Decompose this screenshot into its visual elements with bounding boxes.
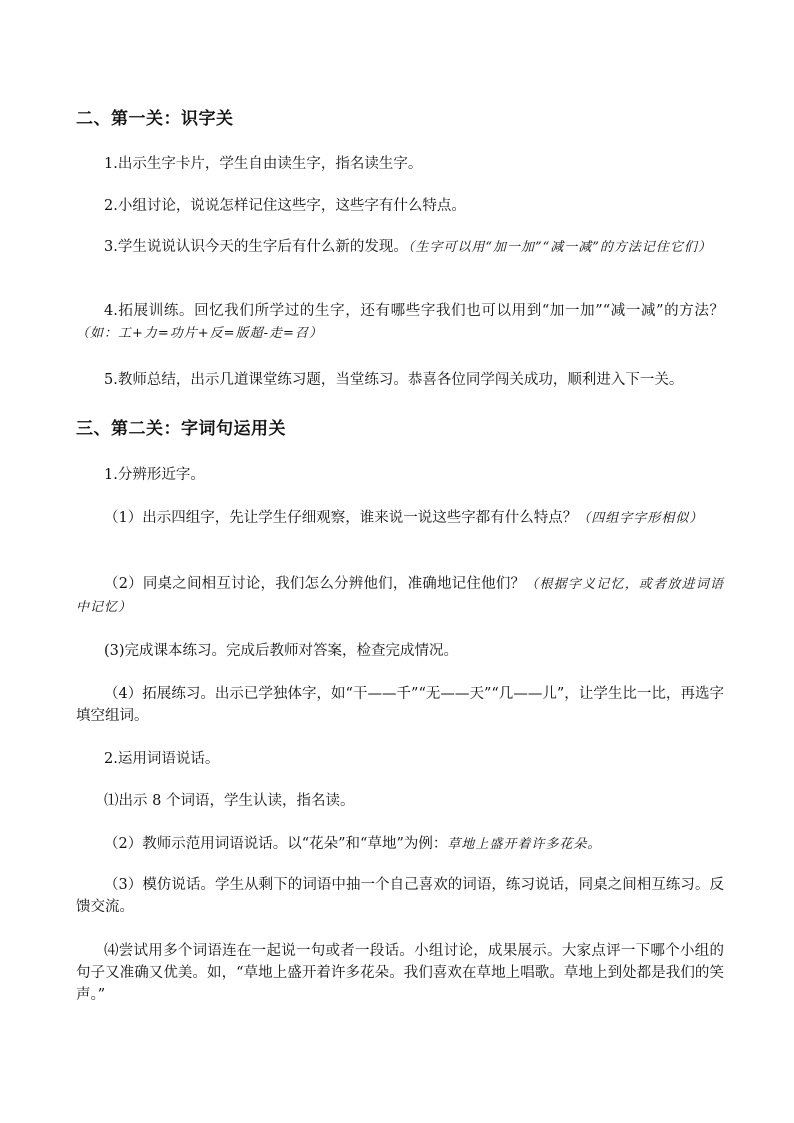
paragraph-text: （2）教师示范用词语说话。以“花朵”和“草地”为例： xyxy=(104,836,448,852)
paragraph-text: 3.学生说说认识今天的生字后有什么新的发现。 xyxy=(104,239,408,255)
paragraph-text: ⑷尝试用多个词语连在一起说一句或者一段话。小组讨论，成果展示。大家点评一下哪个小组的句子又准确又优美。如，“草地上盛开着许多花朵。我们喜欢在草地上唱歌。草地上到处都是我们的笑声。” xyxy=(76,943,724,1003)
paragraph xyxy=(76,790,724,812)
paragraph xyxy=(76,195,724,217)
paragraph-note: 草地上盛开着许多花朵。 xyxy=(447,837,602,852)
paragraph-text: 1.分辨形近字。 xyxy=(104,467,205,483)
paragraph xyxy=(76,507,724,530)
paragraph xyxy=(76,833,724,856)
paragraph-note: （根据字义记忆，或者放进词语中记忆） xyxy=(76,577,724,615)
paragraph xyxy=(76,300,724,345)
paragraph-text: （4）拓展练习。出示已学独体字，如“干——千”“无——天”“几——儿”，让学生比一比，再选字填空组词。 xyxy=(76,686,724,724)
paragraph xyxy=(76,940,724,1006)
paragraph xyxy=(76,464,724,486)
paragraph-text: （3）模仿说话。学生从剩下的词语中抽一个自己喜欢的词语，练习说话，同桌之间相互练习。反馈交流。 xyxy=(76,877,724,915)
paragraph-text: 2.运用词语说话。 xyxy=(104,751,220,767)
paragraph xyxy=(76,640,724,662)
paragraph-text: ⑴出示 8 个词语，学生认读，指名读。 xyxy=(104,793,355,809)
paragraph-note: （如：工+力=功片+反=版超-走=召） xyxy=(76,326,323,341)
paragraph-text: 5.教师总结，出示几道课堂练习题，当堂练习。恭喜各位同学闯关成功，顺利进入下一关。 xyxy=(104,372,684,388)
paragraph-text: (3)完成课本练习。完成后教师对答案，检查完成情况。 xyxy=(104,643,459,659)
paragraph xyxy=(76,874,724,918)
paragraph-note: （生字可以用“加一加”“减一减”的方法记住它们） xyxy=(407,240,712,255)
paragraph-note: （四组字字形相似） xyxy=(577,511,704,526)
paragraph-text: 1.出示生字卡片，学生自由读生字，指名读生字。 xyxy=(104,156,423,172)
paragraph xyxy=(76,236,724,259)
paragraph xyxy=(76,748,724,770)
paragraph-text: 2.小组讨论，说说怎样记住这些字，这些字有什么特点。 xyxy=(104,198,466,214)
section-heading-2: 二、第一关：识字关 xyxy=(76,109,234,129)
paragraph-text: 4.拓展训练。回忆我们所学过的生字，还有哪些字我们也可以用到“加一加”“减一减”的方法？ xyxy=(104,303,724,319)
paragraph xyxy=(76,153,724,175)
paragraph xyxy=(76,369,724,391)
paragraph xyxy=(76,683,724,727)
paragraph xyxy=(76,573,724,619)
paragraph-text: （1）出示四组字，先让学生仔细观察，谁来说一说这些字都有什么特点？ xyxy=(104,510,578,526)
paragraph-text: （2）同桌之间相互讨论，我们怎么分辨他们，准确地记住他们？ xyxy=(104,576,526,592)
section-heading-3: 三、第二关：字词句运用关 xyxy=(76,419,286,439)
